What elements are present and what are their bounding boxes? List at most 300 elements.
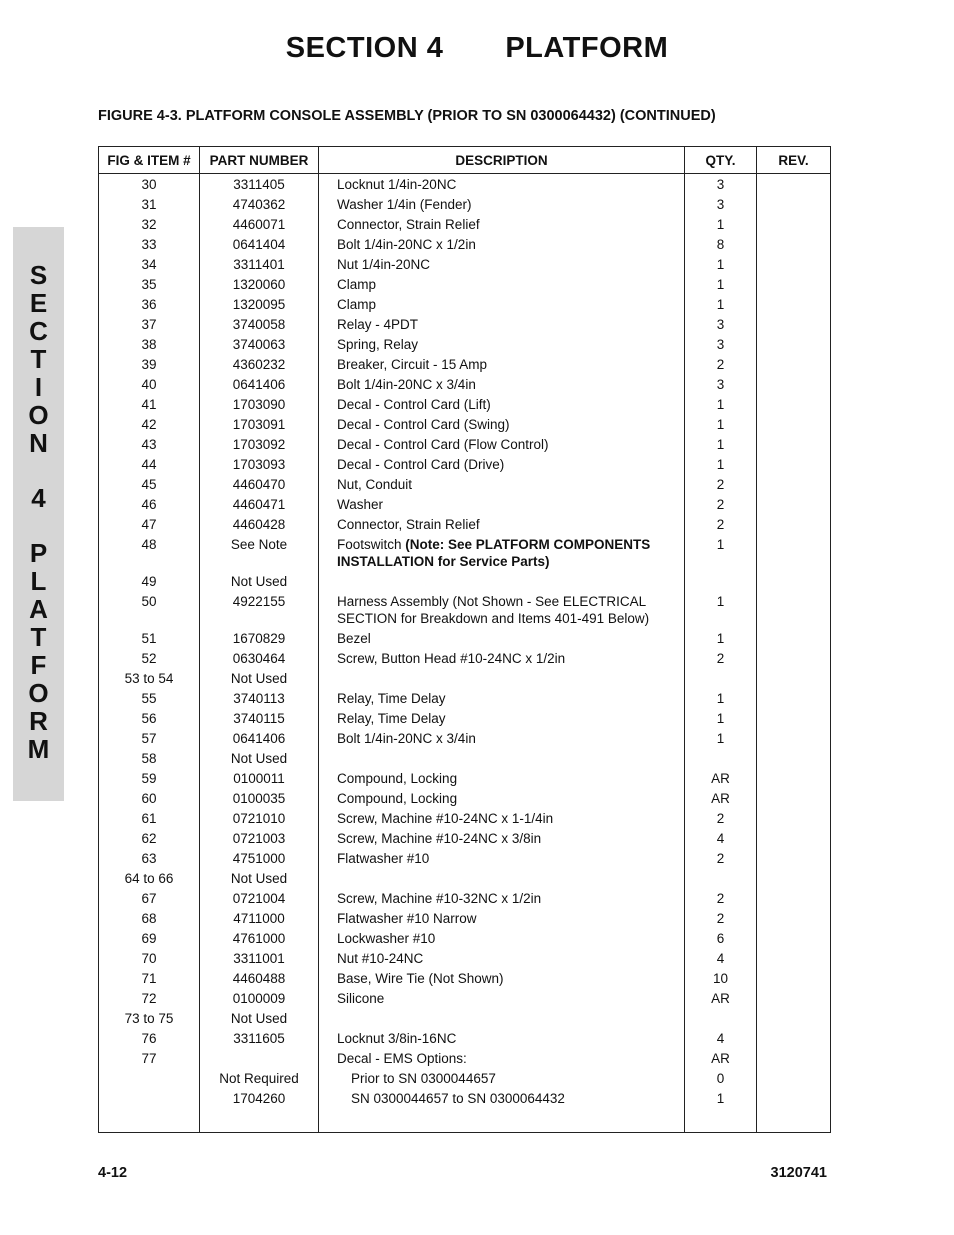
table-row (99, 195, 831, 215)
table-row (99, 495, 831, 515)
cell-part-number: 1320095 (200, 295, 319, 315)
cell-qty: 3 (685, 335, 757, 355)
table-row (99, 849, 831, 869)
cell-description (319, 709, 685, 729)
table-row (99, 1089, 831, 1109)
cell-part-number: 3740113 (200, 689, 319, 709)
cell-item: 33 (99, 235, 200, 255)
table-row (99, 235, 831, 255)
table-row (99, 295, 831, 315)
cell-description (319, 1089, 685, 1109)
cell-item: 53 to 54 (99, 669, 200, 689)
description-text: Decal - Control Card (Lift) (337, 397, 491, 412)
col-header-item: FIG & ITEM # (99, 147, 200, 174)
cell-description (319, 235, 685, 255)
cell-qty: 2 (685, 515, 757, 535)
table-row (99, 829, 831, 849)
cell-description (319, 829, 685, 849)
cell-qty: 3 (685, 375, 757, 395)
table-row (99, 375, 831, 395)
cell-part-number: 4460471 (200, 495, 319, 515)
cell-item: 37 (99, 315, 200, 335)
table-row (99, 435, 831, 455)
cell-description (319, 809, 685, 829)
cell-rev (757, 335, 831, 355)
side-tab-letter: I (34, 372, 43, 402)
cell-description (319, 435, 685, 455)
table-row (99, 215, 831, 235)
figure-title: FIGURE 4-3. PLATFORM CONSOLE ASSEMBLY (PRIOR TO SN 0300064432) (CONTINUED) (98, 108, 716, 124)
cell-qty: 2 (685, 909, 757, 929)
table-row (99, 969, 831, 989)
cell-rev (757, 1049, 831, 1069)
table-row (99, 1009, 831, 1029)
cell-qty: 1 (685, 629, 757, 649)
cell-description (319, 1029, 685, 1049)
cell-item: 58 (99, 749, 200, 769)
cell-part-number: 0641406 (200, 729, 319, 749)
cell-qty: 3 (685, 315, 757, 335)
table-row (99, 929, 831, 949)
description-text: Relay, Time Delay (337, 711, 446, 726)
cell-qty: 1 (685, 395, 757, 415)
cell-item: 68 (99, 909, 200, 929)
col-header-part-number: PART NUMBER (200, 147, 319, 174)
cell-item: 59 (99, 769, 200, 789)
page-header (0, 32, 954, 65)
section-number: SECTION 4 (285, 32, 444, 64)
table-row (99, 689, 831, 709)
cell-part-number: 4460071 (200, 215, 319, 235)
cell-part-number: 3740058 (200, 315, 319, 335)
table-row (99, 889, 831, 909)
cell-rev (757, 989, 831, 1009)
cell-rev (757, 315, 831, 335)
cell-item (99, 1069, 200, 1089)
description-text: Washer 1/4in (Fender) (337, 197, 472, 212)
description-text: Nut #10-24NC (337, 951, 424, 966)
cell-part-number: 3311001 (200, 949, 319, 969)
cell-rev (757, 195, 831, 215)
cell-part-number: 0100035 (200, 789, 319, 809)
table-row (99, 649, 831, 669)
table-row (99, 869, 831, 889)
cell-rev (757, 215, 831, 235)
col-header-rev: REV. (757, 147, 831, 174)
cell-rev (757, 829, 831, 849)
side-tab-letter: C (29, 316, 48, 346)
cell-item: 60 (99, 789, 200, 809)
cell-part-number (200, 1049, 319, 1069)
cell-rev (757, 909, 831, 929)
cell-qty: 1 (685, 592, 757, 629)
cell-description (319, 929, 685, 949)
description-text: Decal - Control Card (Flow Control) (337, 437, 549, 452)
cell-part-number: Not Used (200, 669, 319, 689)
cell-rev (757, 515, 831, 535)
cell-item: 51 (99, 629, 200, 649)
cell-part-number: See Note (200, 535, 319, 572)
table-row (99, 769, 831, 789)
cell-description (319, 1069, 685, 1089)
description-text: Breaker, Circuit - 15 Amp (337, 357, 488, 372)
cell-item: 41 (99, 395, 200, 415)
side-tab-letter: M (27, 734, 50, 764)
cell-part-number: 1703091 (200, 415, 319, 435)
cell-description (319, 195, 685, 215)
cell-qty: 3 (685, 195, 757, 215)
cell-qty (685, 572, 757, 592)
cell-item: 52 (99, 649, 200, 669)
cell-description (319, 729, 685, 749)
cell-description (319, 669, 685, 689)
description-text: Bolt 1/4in-20NC x 3/4in (337, 377, 476, 392)
cell-item (99, 1089, 200, 1109)
table-row (99, 275, 831, 295)
cell-description (319, 215, 685, 235)
cell-description (319, 355, 685, 375)
cell-item: 70 (99, 949, 200, 969)
description-text: SN 0300044657 to SN 0300064432 (351, 1091, 565, 1106)
cell-description (319, 969, 685, 989)
cell-rev (757, 689, 831, 709)
cell-rev (757, 969, 831, 989)
section-title: PLATFORM (505, 32, 669, 64)
cell-rev (757, 649, 831, 669)
table-row (99, 174, 831, 195)
cell-description (319, 989, 685, 1009)
description-text: Bezel (337, 631, 371, 646)
cell-qty: 8 (685, 235, 757, 255)
cell-part-number: 0100009 (200, 989, 319, 1009)
side-tab-letter: P (29, 538, 48, 568)
cell-item: 44 (99, 455, 200, 475)
cell-item: 34 (99, 255, 200, 275)
table-row (99, 669, 831, 689)
cell-description (319, 889, 685, 909)
cell-rev (757, 295, 831, 315)
side-tab-letter: E (29, 288, 48, 318)
cell-rev (757, 849, 831, 869)
filler-cell (99, 1109, 200, 1133)
cell-description (319, 415, 685, 435)
table-row (99, 395, 831, 415)
cell-description (319, 535, 685, 572)
table-header-row (99, 147, 831, 174)
cell-part-number: 4460470 (200, 475, 319, 495)
cell-qty: 1 (685, 215, 757, 235)
cell-qty: 1 (685, 415, 757, 435)
table-row (99, 315, 831, 335)
description-text: Relay - 4PDT (337, 317, 419, 332)
filler-cell (319, 1109, 685, 1133)
cell-part-number: 3311405 (200, 174, 319, 195)
cell-description (319, 375, 685, 395)
cell-qty: 0 (685, 1069, 757, 1089)
description-text: Decal - Control Card (Drive) (337, 457, 505, 472)
section-side-tab (13, 227, 64, 801)
table-row (99, 1029, 831, 1049)
table-row (99, 572, 831, 592)
description-text: Decal - Control Card (Swing) (337, 417, 510, 432)
table-row (99, 749, 831, 769)
cell-rev (757, 1029, 831, 1049)
cell-part-number: Not Used (200, 572, 319, 592)
side-tab-letter: O (28, 678, 49, 708)
cell-qty: 2 (685, 475, 757, 495)
description-text: Screw, Machine #10-24NC x 3/8in (337, 831, 542, 846)
description-text: Flatwasher #10 Narrow (337, 911, 477, 926)
cell-part-number: 4740362 (200, 195, 319, 215)
table-row (99, 1049, 831, 1069)
filler-cell (200, 1109, 319, 1133)
cell-part-number: Not Used (200, 749, 319, 769)
side-tab-letter: F (30, 650, 47, 680)
cell-description (319, 572, 685, 592)
cell-part-number: 4460488 (200, 969, 319, 989)
side-tab-letter (13, 512, 64, 539)
cell-part-number: 1703093 (200, 455, 319, 475)
cell-qty: 1 (685, 709, 757, 729)
cell-rev (757, 949, 831, 969)
cell-rev (757, 275, 831, 295)
cell-qty: 2 (685, 649, 757, 669)
cell-description (319, 1049, 685, 1069)
side-tab-letter: 4 (31, 483, 46, 513)
cell-part-number: 4360232 (200, 355, 319, 375)
cell-rev (757, 1009, 831, 1029)
cell-part-number: 4460428 (200, 515, 319, 535)
cell-description (319, 255, 685, 275)
cell-rev (757, 572, 831, 592)
parts-table (98, 146, 831, 1133)
cell-item: 71 (99, 969, 200, 989)
description-text: Compound, Locking (337, 791, 458, 806)
description-text: Screw, Button Head #10-24NC x 1/2in (337, 651, 566, 666)
cell-item: 30 (99, 174, 200, 195)
side-tab-letter (13, 457, 64, 484)
description-text: Washer (337, 497, 384, 512)
cell-item: 77 (99, 1049, 200, 1069)
description-text: Base, Wire Tie (Not Shown) (337, 971, 504, 986)
cell-rev (757, 235, 831, 255)
cell-rev (757, 629, 831, 649)
cell-part-number: 0721004 (200, 889, 319, 909)
cell-item: 32 (99, 215, 200, 235)
cell-rev (757, 255, 831, 275)
cell-description (319, 275, 685, 295)
cell-part-number: 0630464 (200, 649, 319, 669)
cell-description (319, 769, 685, 789)
cell-qty: 1 (685, 455, 757, 475)
cell-rev (757, 769, 831, 789)
cell-item: 45 (99, 475, 200, 495)
cell-rev (757, 355, 831, 375)
col-header-description: DESCRIPTION (319, 147, 685, 174)
description-note: (Note: See PLATFORM COMPONENTS INSTALLATION for Service Parts) (337, 537, 651, 569)
cell-part-number: 4761000 (200, 929, 319, 949)
cell-qty: 6 (685, 929, 757, 949)
table-row (99, 355, 831, 375)
cell-item: 38 (99, 335, 200, 355)
cell-qty: AR (685, 1049, 757, 1069)
cell-part-number: 1703090 (200, 395, 319, 415)
cell-item: 36 (99, 295, 200, 315)
side-tab-letter: T (30, 344, 47, 374)
cell-item: 46 (99, 495, 200, 515)
table-row (99, 949, 831, 969)
description-text: Silicone (337, 991, 385, 1006)
table-row (99, 335, 831, 355)
cell-item: 67 (99, 889, 200, 909)
cell-qty: 1 (685, 275, 757, 295)
table-row (99, 629, 831, 649)
cell-item: 63 (99, 849, 200, 869)
description-text: Screw, Machine #10-24NC x 1-1/4in (337, 811, 554, 826)
cell-qty: AR (685, 789, 757, 809)
cell-qty: 1 (685, 689, 757, 709)
cell-qty: 4 (685, 1029, 757, 1049)
cell-description (319, 174, 685, 195)
cell-qty: 2 (685, 809, 757, 829)
cell-part-number: 0641404 (200, 235, 319, 255)
cell-rev (757, 592, 831, 629)
cell-qty (685, 1009, 757, 1029)
cell-part-number: 0721010 (200, 809, 319, 829)
cell-part-number: Not Used (200, 869, 319, 889)
cell-item: 43 (99, 435, 200, 455)
cell-description (319, 789, 685, 809)
cell-item: 47 (99, 515, 200, 535)
cell-part-number: 0100011 (200, 769, 319, 789)
cell-description (319, 335, 685, 355)
table-row (99, 535, 831, 572)
cell-item: 73 to 75 (99, 1009, 200, 1029)
cell-part-number: 0641406 (200, 375, 319, 395)
page-number: 4-12 (98, 1165, 128, 1181)
cell-part-number: 1703092 (200, 435, 319, 455)
cell-rev (757, 749, 831, 769)
description-text: Clamp (337, 277, 377, 292)
description-text: Footswitch (337, 537, 406, 552)
cell-item: 35 (99, 275, 200, 295)
cell-rev (757, 375, 831, 395)
cell-qty (685, 669, 757, 689)
cell-description (319, 395, 685, 415)
table-row (99, 989, 831, 1009)
cell-item: 39 (99, 355, 200, 375)
description-text: Nut 1/4in-20NC (337, 257, 431, 272)
description-text: Bolt 1/4in-20NC x 3/4in (337, 731, 476, 746)
cell-rev (757, 1069, 831, 1089)
table-row (99, 809, 831, 829)
cell-rev (757, 809, 831, 829)
cell-item: 56 (99, 709, 200, 729)
side-tab-letter: A (29, 594, 48, 624)
cell-qty: 3 (685, 174, 757, 195)
cell-item: 64 to 66 (99, 869, 200, 889)
cell-item: 55 (99, 689, 200, 709)
cell-rev (757, 435, 831, 455)
side-tab-letter: R (29, 706, 48, 736)
cell-item: 61 (99, 809, 200, 829)
cell-item: 76 (99, 1029, 200, 1049)
cell-item: 62 (99, 829, 200, 849)
description-text: Prior to SN 0300044657 (351, 1071, 496, 1086)
table-row (99, 709, 831, 729)
cell-rev (757, 475, 831, 495)
cell-qty: 2 (685, 355, 757, 375)
cell-qty: 4 (685, 829, 757, 849)
cell-part-number: 1320060 (200, 275, 319, 295)
description-text: Locknut 3/8in-16NC (337, 1031, 457, 1046)
cell-rev (757, 869, 831, 889)
cell-rev (757, 495, 831, 515)
table-row (99, 909, 831, 929)
table-filler-row (99, 1109, 831, 1133)
table-row (99, 515, 831, 535)
table-row (99, 789, 831, 809)
cell-qty: 10 (685, 969, 757, 989)
description-text: Nut, Conduit (337, 477, 413, 492)
document-number: 3120741 (770, 1165, 827, 1181)
cell-item: 40 (99, 375, 200, 395)
side-tab-letter: S (29, 260, 48, 290)
cell-qty: 1 (685, 1089, 757, 1109)
cell-rev (757, 789, 831, 809)
cell-description (319, 592, 685, 629)
table-row (99, 455, 831, 475)
table-row (99, 1069, 831, 1089)
side-tab-letter: N (29, 428, 48, 458)
cell-qty: 2 (685, 889, 757, 909)
cell-part-number: 1670829 (200, 629, 319, 649)
filler-cell (685, 1109, 757, 1133)
description-text: Decal - EMS Options: (337, 1051, 467, 1066)
cell-description (319, 295, 685, 315)
cell-qty: 2 (685, 495, 757, 515)
description-text: Lockwasher #10 (337, 931, 436, 946)
cell-rev (757, 415, 831, 435)
cell-qty (685, 869, 757, 889)
cell-rev (757, 455, 831, 475)
cell-item: 42 (99, 415, 200, 435)
cell-part-number: 3311401 (200, 255, 319, 275)
cell-item: 69 (99, 929, 200, 949)
cell-description (319, 315, 685, 335)
cell-part-number: 0721003 (200, 829, 319, 849)
cell-part-number: Not Used (200, 1009, 319, 1029)
cell-rev (757, 669, 831, 689)
cell-qty: 2 (685, 849, 757, 869)
table-row (99, 415, 831, 435)
description-text: Clamp (337, 297, 377, 312)
cell-qty: 1 (685, 255, 757, 275)
table-row (99, 255, 831, 275)
description-text: Bolt 1/4in-20NC x 1/2in (337, 237, 476, 252)
table-body (99, 174, 831, 1133)
cell-part-number: 4751000 (200, 849, 319, 869)
table-row (99, 592, 831, 629)
cell-part-number: 1704260 (200, 1089, 319, 1109)
cell-description (319, 849, 685, 869)
description-text: Harness Assembly (Not Shown - See ELECTRICAL SECTION for Breakdown and Items 401-491 Below) (337, 594, 650, 626)
cell-qty: 1 (685, 435, 757, 455)
cell-qty: 1 (685, 535, 757, 572)
cell-item: 49 (99, 572, 200, 592)
description-text: Locknut 1/4in-20NC (337, 177, 457, 192)
cell-item: 57 (99, 729, 200, 749)
